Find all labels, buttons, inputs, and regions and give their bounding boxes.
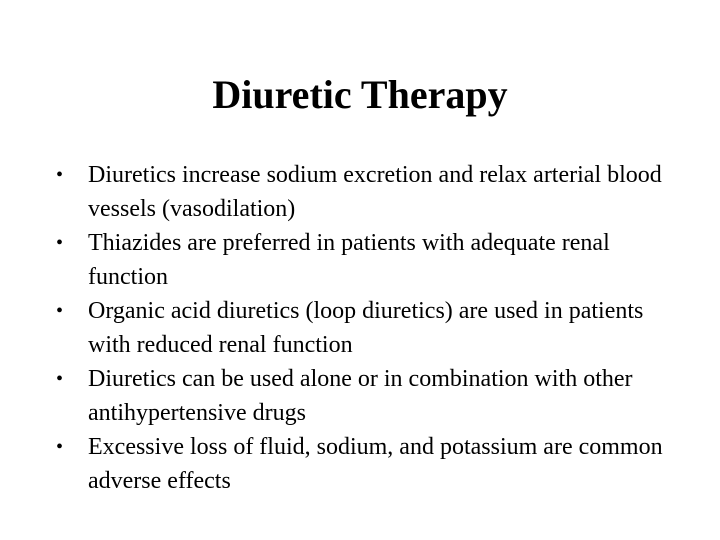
bullet-text: Diuretics increase sodium excretion and relax arterial blood vessels (vasodilation) bbox=[88, 162, 662, 222]
bullet-dot-icon: • bbox=[56, 368, 64, 390]
bullet-text: Thiazides are preferred in patients with adequate renal function bbox=[88, 230, 610, 290]
bullet-item bbox=[56, 294, 676, 362]
bullet-list bbox=[56, 158, 676, 498]
bullet-dot-icon: • bbox=[56, 436, 64, 458]
bullet-dot-icon: • bbox=[56, 300, 64, 322]
bullet-dot-icon: • bbox=[56, 232, 64, 254]
bullet-text: Diuretics can be used alone or in combination with other antihypertensive drugs bbox=[88, 366, 633, 426]
bullet-item bbox=[56, 158, 676, 226]
bullet-text: Excessive loss of fluid, sodium, and potassium are common adverse effects bbox=[88, 434, 663, 494]
bullet-item bbox=[56, 430, 676, 498]
slide-title: Diuretic Therapy bbox=[212, 72, 508, 117]
bullet-dot-icon: • bbox=[56, 164, 64, 186]
bullet-item bbox=[56, 226, 676, 294]
bullet-text: Organic acid diuretics (loop diuretics) are used in patients with reduced renal function bbox=[88, 298, 644, 358]
bullet-item bbox=[56, 362, 676, 430]
